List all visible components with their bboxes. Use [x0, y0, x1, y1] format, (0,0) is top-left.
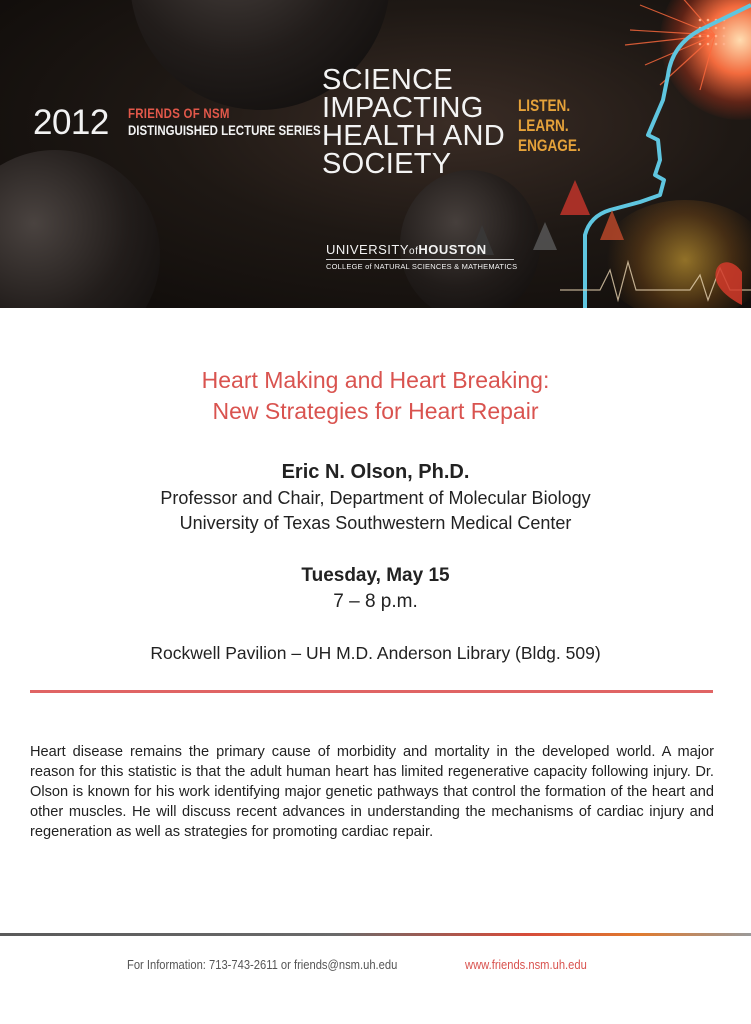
lecture-subtitle: New Strategies for Heart Repair	[212, 398, 539, 424]
event-date: Tuesday, May 15	[301, 565, 450, 586]
logo-divider	[326, 259, 514, 260]
lecture-title: Heart Making and Heart Breaking:	[201, 367, 550, 393]
theme-line: SOCIETY	[322, 148, 452, 180]
website-link[interactable]: www.friends.nsm.uh.edu	[465, 957, 587, 972]
event-venue: Rockwell Pavilion – UH M.D. Anderson Library (Bldg. 509)	[150, 643, 601, 663]
tagline	[518, 96, 581, 156]
tagline-line: ENGAGE.	[518, 136, 581, 155]
heart-icon	[715, 262, 742, 305]
speaker-position: Professor and Chair, Department of Molecular Biology	[160, 488, 591, 508]
footer-divider	[0, 933, 751, 936]
university-name: UNIVERSITYofHOUSTON	[326, 242, 487, 257]
header-banner	[0, 0, 751, 308]
theme-line: SCIENCE	[322, 64, 454, 96]
theme-line: IMPACTING	[322, 92, 484, 124]
lecture-description: Heart disease remains the primary cause of morbidity and mortality in the developed world. A major reason for this statistic is that the adult human heart has limited regenerative capacity following injury. Dr. Olson is known for his work identifying major genetic pathways that control the formation of the heart and other muscles. He will discuss recent advances in understanding the mechanisms of cardiac injury and regeneration as well as strategies for promoting cardiac repair.	[30, 743, 714, 840]
series-title: FRIENDS OF NSM	[128, 105, 230, 121]
contact-info: For Information: 713-743-2611 or friends@nsm.uh.edu	[127, 957, 398, 972]
event-time: 7 – 8 p.m.	[333, 591, 418, 612]
tagline-line: LEARN.	[518, 116, 569, 135]
theme-line: HEALTH AND	[322, 120, 505, 152]
tagline-line: LISTEN.	[518, 96, 571, 115]
section-divider	[30, 690, 713, 693]
university-logo	[326, 242, 517, 271]
speaker-name: Eric N. Olson, Ph.D.	[281, 461, 470, 483]
lecture-year: 2012	[33, 103, 109, 142]
series-subtitle: DISTINGUISHED LECTURE SERIES	[128, 122, 321, 138]
college-name: COLLEGE of NATURAL SCIENCES & MATHEMATICS	[326, 262, 518, 271]
speaker-affiliation: University of Texas Southwestern Medical Center	[179, 513, 572, 533]
radiating-lines-icon	[625, 0, 715, 90]
series-theme	[322, 66, 505, 178]
